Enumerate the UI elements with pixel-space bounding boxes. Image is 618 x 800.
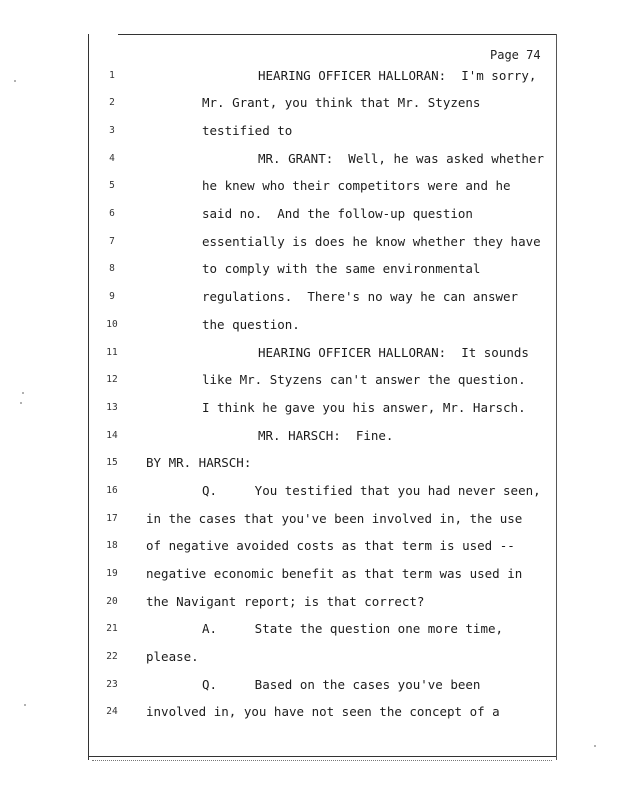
left-margin-line bbox=[88, 34, 89, 760]
line-number: 18 bbox=[106, 540, 118, 551]
transcript-line: involved in, you have not seen the concept of a bbox=[146, 704, 500, 719]
scan-speck bbox=[14, 80, 16, 82]
transcript-line: please. bbox=[146, 649, 199, 664]
line-number: 4 bbox=[109, 153, 115, 164]
transcript-line: essentially is does he know whether they have bbox=[202, 234, 541, 249]
line-number: 1 bbox=[109, 70, 115, 81]
line-number: 13 bbox=[106, 402, 118, 413]
line-number: 11 bbox=[106, 347, 118, 358]
line-number: 24 bbox=[106, 706, 118, 717]
bottom-rule bbox=[88, 756, 556, 757]
scan-speck bbox=[22, 392, 24, 394]
page-number: Page 74 bbox=[490, 48, 541, 62]
line-number: 17 bbox=[106, 513, 118, 524]
scan-speck bbox=[20, 402, 22, 404]
line-number: 6 bbox=[109, 208, 115, 219]
transcript-line: I think he gave you his answer, Mr. Harsch. bbox=[202, 400, 526, 415]
transcript-line: BY MR. HARSCH: bbox=[146, 455, 252, 470]
line-number: 14 bbox=[106, 430, 118, 441]
scan-speck bbox=[24, 704, 26, 706]
transcript-line: Q. Based on the cases you've been bbox=[202, 677, 481, 692]
line-number: 22 bbox=[106, 651, 118, 662]
transcript-line: HEARING OFFICER HALLORAN: It sounds bbox=[258, 345, 529, 360]
transcript-line: testified to bbox=[202, 123, 293, 138]
scan-speck bbox=[594, 745, 596, 747]
transcript-line: of negative avoided costs as that term is used -- bbox=[146, 538, 515, 553]
transcript-line: MR. GRANT: Well, he was asked whether bbox=[258, 151, 544, 166]
transcript-line: in the cases that you've been involved in, the use bbox=[146, 511, 523, 526]
line-number: 2 bbox=[109, 97, 115, 108]
transcript-line: A. State the question one more time, bbox=[202, 621, 504, 636]
line-number: 10 bbox=[106, 319, 118, 330]
transcript-line: regulations. There's no way he can answer bbox=[202, 289, 519, 304]
line-number: 5 bbox=[109, 180, 115, 191]
line-number: 3 bbox=[109, 125, 115, 136]
transcript-line: Q. You testified that you had never seen, bbox=[202, 483, 541, 498]
line-number: 21 bbox=[106, 623, 118, 634]
transcript-line: he knew who their competitors were and he bbox=[202, 178, 511, 193]
transcript-line: MR. HARSCH: Fine. bbox=[258, 428, 394, 443]
line-number: 8 bbox=[109, 263, 115, 274]
transcript-line: HEARING OFFICER HALLORAN: I'm sorry, bbox=[258, 68, 537, 83]
line-number: 23 bbox=[106, 679, 118, 690]
top-rule bbox=[118, 34, 556, 35]
right-margin-line bbox=[556, 34, 557, 760]
transcript-line: like Mr. Styzens can't answer the question. bbox=[202, 372, 526, 387]
transcript-line: to comply with the same environmental bbox=[202, 261, 481, 276]
transcript-line: the question. bbox=[202, 317, 300, 332]
transcript-line: negative economic benefit as that term was used in bbox=[146, 566, 523, 581]
footer-rule bbox=[92, 760, 552, 761]
line-number: 12 bbox=[106, 374, 118, 385]
transcript-line: said no. And the follow-up question bbox=[202, 206, 473, 221]
line-number: 15 bbox=[106, 457, 118, 468]
line-number: 16 bbox=[106, 485, 118, 496]
line-number: 7 bbox=[109, 236, 115, 247]
line-number: 19 bbox=[106, 568, 118, 579]
transcript-line: Mr. Grant, you think that Mr. Styzens bbox=[202, 95, 481, 110]
line-number: 20 bbox=[106, 596, 118, 607]
line-number: 9 bbox=[109, 291, 115, 302]
transcript-line: the Navigant report; is that correct? bbox=[146, 594, 425, 609]
